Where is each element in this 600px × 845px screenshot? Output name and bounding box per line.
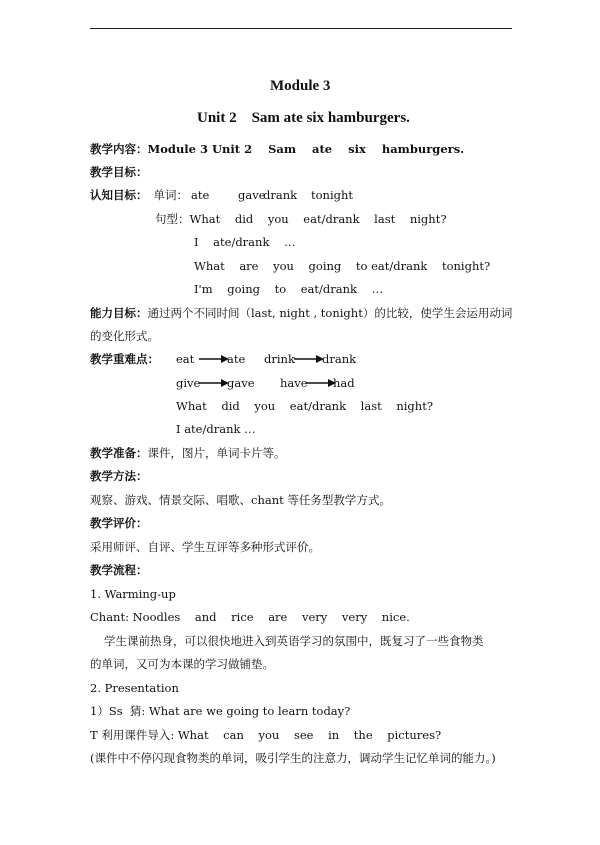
- method-label: 教学方法：: [90, 469, 148, 483]
- eval-label: 教学评价：: [90, 516, 148, 530]
- cog-sent-line: [155, 211, 447, 227]
- key-pair-row: [176, 351, 357, 367]
- step1-desc-2: 的单词，又可为本课的学习做铺垫。: [90, 657, 274, 671]
- key-word: have: [280, 376, 308, 390]
- cog-label: 认知目标：: [90, 188, 148, 202]
- cog-word: ate: [191, 188, 210, 202]
- arrow-right-icon: [294, 354, 324, 364]
- step1-desc: 学生课前热身，可以很快地进入到英语学习的氛围中，既复习了一些食物类: [104, 634, 484, 648]
- t-intro-line: T 利用课件导入: What can you see in the pictures?: [90, 728, 442, 742]
- cog-line3: What are you going to eat/drank tonight?: [194, 259, 491, 273]
- ability-line: [90, 305, 512, 321]
- prep-text: 课件，图片，单词卡片等。: [147, 446, 286, 460]
- prep-label: 教学准备：: [90, 446, 148, 460]
- cog-sent-label: 句型：: [155, 212, 190, 226]
- cog-word: gave: [238, 188, 266, 202]
- content-value: Module 3 Unit 2 Sam ate six hamburgers.: [147, 142, 465, 156]
- key-word: had: [333, 376, 355, 390]
- cog-line4: I'm going to eat/drank …: [194, 282, 384, 296]
- eval-text: 采用师评、自评、学生互评等多种形式评价。: [90, 540, 320, 554]
- unit-title: Unit 2 Sam ate six hamburgers.: [197, 110, 410, 126]
- key-word: drink: [264, 352, 295, 366]
- header-rule: [90, 28, 512, 29]
- cog-line: [90, 187, 354, 203]
- ss-guess-line: 1）Ss 猜: What are we going to learn today?: [90, 704, 351, 718]
- key-word: drank: [322, 352, 357, 366]
- chant-line: Chant: Noodles and rice are very very nice.: [90, 610, 410, 624]
- cog-words-label: 单词：: [153, 188, 188, 202]
- key-word: eat: [176, 352, 195, 366]
- key-pair-row: [176, 375, 355, 391]
- key-sent1: What did you eat/drank last night?: [176, 399, 433, 413]
- cog-word: drank: [263, 188, 298, 202]
- method-text: 观察、游戏、情景交际、唱歌、chant 等任务型教学方式。: [90, 493, 391, 507]
- cog-sent: What did you eat/drank last night?: [189, 212, 447, 226]
- content-line: [90, 141, 464, 157]
- key-word: ate: [227, 352, 246, 366]
- module-title: Module 3: [270, 78, 331, 94]
- key-word: gave: [227, 376, 255, 390]
- key-sent2: I ate/drank …: [176, 422, 256, 436]
- ability-text: 通过两个不同时间（last, night , tonight）的比较，使学生会运用动词: [147, 306, 513, 320]
- content-label: 教学内容：: [90, 142, 148, 156]
- arrow-right-icon: [199, 354, 229, 364]
- key-line: [90, 351, 159, 367]
- arrow-right-icon: [306, 378, 336, 388]
- ability-label: 能力目标：: [90, 306, 148, 320]
- key-word: give: [176, 376, 201, 390]
- ability-line-2: 的变化形式。: [90, 329, 159, 343]
- prep-line: [90, 445, 286, 461]
- note-line: (课件中不停闪现食物类的单词，吸引学生的注意力，调动学生记忆单词的能力。): [90, 751, 496, 765]
- step2-heading: 2. Presentation: [90, 681, 179, 695]
- key-label: 教学重难点：: [90, 352, 159, 366]
- cog-word: tonight: [311, 188, 354, 202]
- flow-label: 教学流程：: [90, 563, 148, 577]
- cog-line2: I ate/drank …: [194, 235, 296, 249]
- arrow-right-icon: [199, 378, 229, 388]
- goal-label: 教学目标：: [90, 165, 148, 179]
- step1-heading: 1. Warming-up: [90, 587, 176, 601]
